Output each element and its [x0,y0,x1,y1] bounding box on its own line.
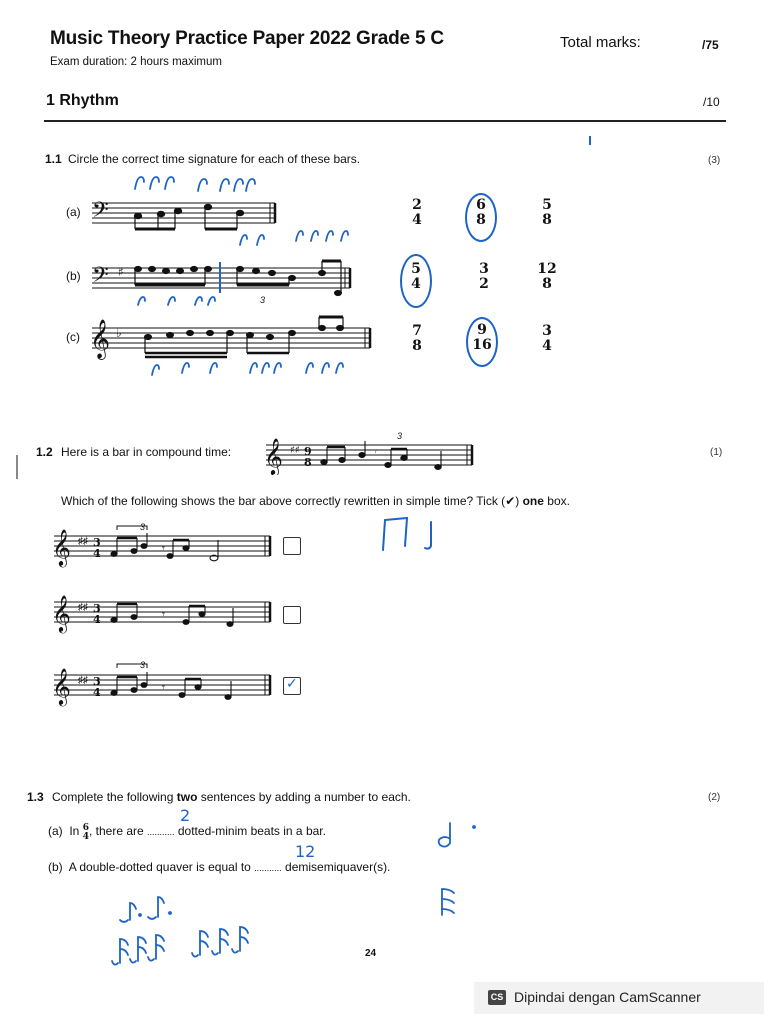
section-marks: /10 [703,95,720,109]
svg-text:♯♯: ♯♯ [290,445,300,456]
svg-text:3: 3 [93,602,101,615]
svg-text:♯♯: ♯♯ [78,675,88,686]
svg-text:9: 9 [304,445,312,458]
q1-1-marks: (3) [708,155,721,166]
compound-bar-staff [262,425,482,475]
check-mark-icon: ✓ [286,676,298,692]
q1-1-number: 1.1 [45,152,62,166]
svg-text:𝄞: 𝄞 [90,319,111,359]
option-2-checkbox[interactable] [283,606,301,624]
bar-label-b: (b) [66,269,81,283]
section-rule [44,120,726,122]
svg-text:8: 8 [304,456,312,469]
q1-3b-answer[interactable]: 12 [295,842,316,861]
ts-option-b1[interactable]: 5 4 [400,254,432,308]
q1-3-marks: (2) [708,792,721,803]
ts-option-c2[interactable]: 9 16 [466,317,498,367]
simple-time-options [52,518,282,718]
handwritten-notes [100,815,480,975]
q1-2-text: Here is a bar in compound time: [61,445,232,459]
svg-text:3: 3 [93,536,101,549]
ts-option-c3[interactable]: 3 4 [542,323,552,354]
svg-text:♯: ♯ [118,265,124,279]
svg-text:3: 3 [140,522,146,532]
q1-3a-answer[interactable]: 2 [180,806,191,825]
svg-text:4: 4 [93,547,101,560]
svg-text:𝄾: 𝄾 [374,445,377,458]
q1-1-text: Circle the correct time signature for each of these bars. [68,152,361,166]
q1-2-marks: (1) [710,447,723,458]
option-1-checkbox[interactable] [283,537,301,555]
bar-label-a: (a) [66,205,81,219]
svg-text:𝄞: 𝄞 [52,667,71,705]
exam-duration: Exam duration: 2 hours maximum [50,56,222,68]
svg-text:3: 3 [140,660,146,670]
svg-text:4: 4 [93,686,101,699]
svg-text:3: 3 [260,295,266,305]
section-title: 1 Rhythm [46,92,119,109]
svg-text:3: 3 [397,431,403,441]
q1-3-number: 1.3 [27,790,44,804]
svg-text:𝄾: 𝄾 [162,543,165,555]
svg-text:𝄞: 𝄞 [52,594,71,632]
q1-3-text: Complete the following two sentences by adding a number to each. [52,790,411,804]
q1-3a-sentence: (a) In 6 4 , there are ........... dotted-minim beats in a bar. [48,823,326,842]
ts-option-b2[interactable]: 3 2 [479,261,489,292]
bar-label-c: (c) [66,330,80,344]
page-title: Music Theory Practice Paper 2022 Grade 5 C [50,28,444,49]
margin-mark [16,455,18,479]
ts-option-b3[interactable]: 12 8 [537,261,557,292]
svg-text:3: 3 [93,675,101,688]
q1-2-number: 1.2 [36,445,53,459]
svg-text:𝄾: 𝄾 [162,609,165,621]
page-number: 24 [365,948,377,959]
pen-stroke [589,136,591,145]
total-marks-max: /75 [702,38,719,52]
svg-text:♯♯: ♯♯ [78,602,88,613]
svg-text:𝄾: 𝄾 [162,682,165,694]
ts-option-a1[interactable]: 2 4 [412,197,422,228]
svg-text:♭: ♭ [116,326,122,340]
svg-text:4: 4 [93,613,101,626]
svg-text:𝄢: 𝄢 [92,198,109,228]
handwritten-rhythm-sketch [375,512,455,557]
q1-3b-sentence: (b) A double-dotted quaver is equal to ........... demisemiquaver(s). [48,860,391,874]
option-3-checkbox[interactable] [283,677,301,695]
q1-2-instruction: Which of the following shows the bar above correctly rewritten in simple time? Tick (✔) one box. [61,494,570,508]
ts-option-a3[interactable]: 5 8 [542,197,552,228]
ts-option-c1[interactable]: 7 8 [412,323,422,354]
total-marks-label: Total marks: [560,34,641,51]
ts-option-a2[interactable]: 6 8 [465,193,497,242]
svg-text:𝄞: 𝄞 [264,437,283,475]
scanner-text: Dipindai dengan CamScanner [514,989,701,1005]
svg-text:𝄢: 𝄢 [92,263,109,293]
svg-text:♯♯: ♯♯ [78,536,88,547]
camscanner-logo: CS [488,990,506,1005]
svg-text:𝄞: 𝄞 [52,528,71,566]
